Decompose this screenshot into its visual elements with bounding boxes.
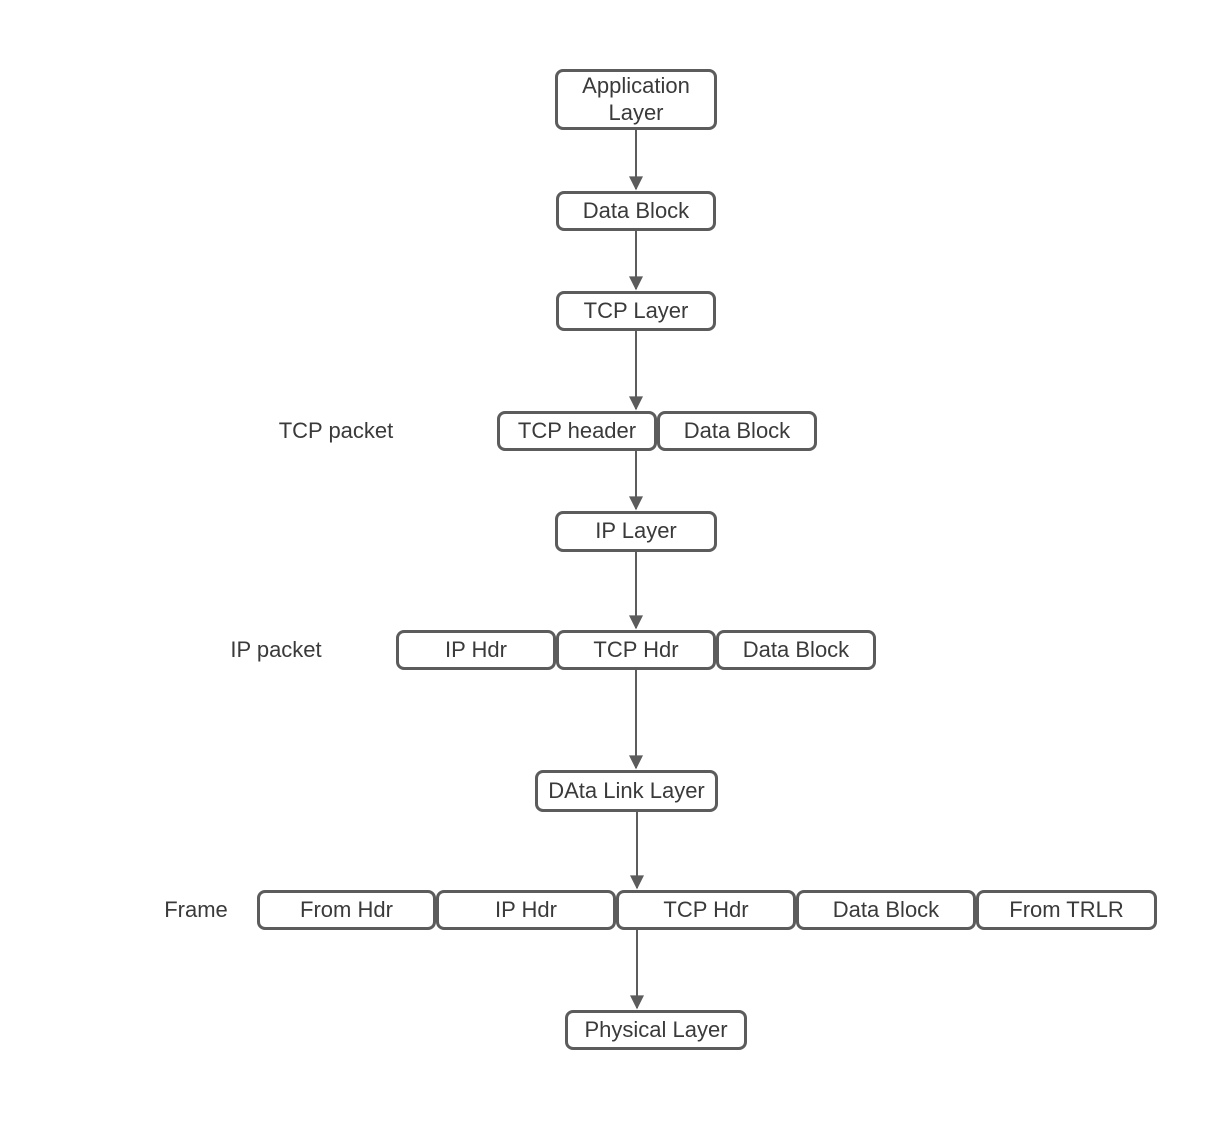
node-ip-packet-ip-hdr: IP Hdr <box>396 630 556 670</box>
node-physical-layer: Physical Layer <box>565 1010 747 1050</box>
row-label-frame: Frame <box>164 897 228 922</box>
node-application-layer: Application Layer <box>555 69 717 130</box>
row-label-tcp-packet: TCP packet <box>278 418 394 443</box>
node-tcp-packet-data-block: Data Block <box>657 411 817 451</box>
node-frame-data-block: Data Block <box>796 890 976 930</box>
node-ip-packet-tcp-hdr: TCP Hdr <box>556 630 716 670</box>
node-tcp-layer: TCP Layer <box>556 291 716 331</box>
node-data-link-layer: DAta Link Layer <box>535 770 718 812</box>
node-frame-from-trlr: From TRLR <box>976 890 1157 930</box>
node-ip-packet-data-block: Data Block <box>716 630 876 670</box>
row-label-ip-packet: IP packet <box>230 637 322 662</box>
node-frame-from-hdr: From Hdr <box>257 890 436 930</box>
node-tcp-packet-header: TCP header <box>497 411 657 451</box>
node-ip-layer: IP Layer <box>555 511 717 552</box>
node-frame-tcp-hdr: TCP Hdr <box>616 890 796 930</box>
node-frame-ip-hdr: IP Hdr <box>436 890 616 930</box>
node-data-block-app: Data Block <box>556 191 716 231</box>
